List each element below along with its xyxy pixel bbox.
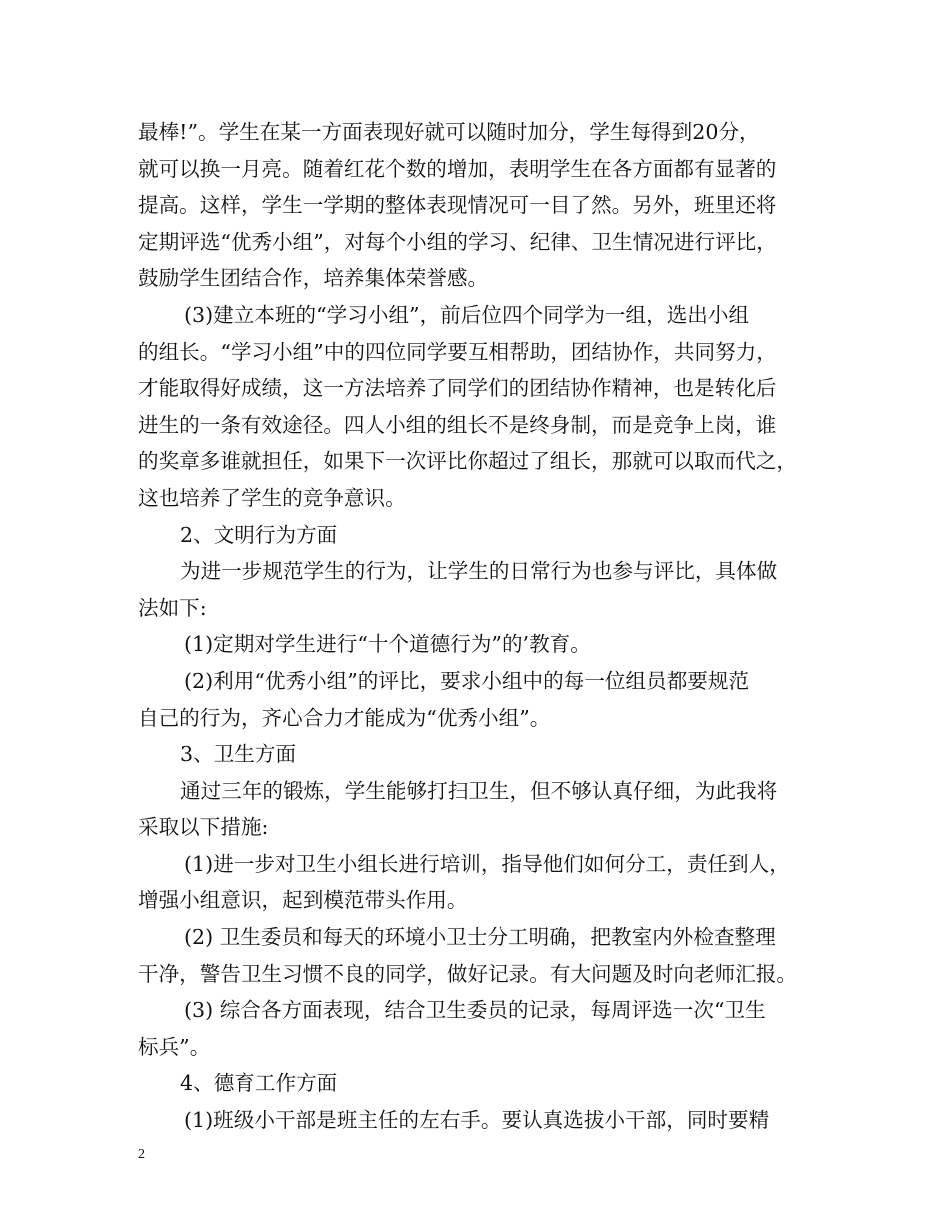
paragraph-first-line: 为进一步规范学生的行为，让学生的日常行为也参与评比，具体做 xyxy=(180,559,778,584)
text-line: 自己的行为，齐心合力才能成为“优秀小组”。 xyxy=(138,705,551,730)
text-line: 的奖章多谁就担任，如果下一次评比你超过了组长，那就可以取而代之， xyxy=(138,449,797,474)
text-line: 定期评选“优秀小组”，对每个小组的学习、纪律、卫生情况进行评比， xyxy=(138,229,777,254)
list-item-line: (2) 卫生委员和每天的环境小卫士分工明确，把教室内外检查整理 xyxy=(184,925,776,950)
list-item-line: (3) 综合各方面表现，结合卫生委员的记录，每周评选一次“卫生 xyxy=(184,998,766,1023)
text-line: 标兵”。 xyxy=(138,1034,211,1059)
text-line: 的组长。“学习小组”中的四位同学要互相帮助，团结协作，共同努力， xyxy=(138,339,777,364)
text-line: 采取以下措施: xyxy=(138,815,269,840)
section-heading: 2、文明行为方面 xyxy=(180,522,338,547)
text-line: 干净，警告卫生习惯不良的同学，做好记录。有大问题及时向老师汇报。 xyxy=(138,961,797,986)
text-line: 才能取得好成绩，这一方法培养了同学们的团结协作精神，也是转化后 xyxy=(138,376,777,401)
text-line: 增强小组意识，起到模范带头作用。 xyxy=(138,888,468,913)
text-line: 鼓励学生团结合作，培养集体荣誉感。 xyxy=(138,266,489,291)
text-line: 就可以换一月亮。随着红花个数的增加，表明学生在各方面都有显著的 xyxy=(138,156,777,181)
paragraph-first-line: 通过三年的锻炼，学生能够打扫卫生，但不够认真仔细，为此我将 xyxy=(180,778,778,803)
list-item-line: (2)利用“优秀小组”的评比，要求小组中的每一位组员都要规范 xyxy=(184,668,750,693)
text-line: 最棒!”。学生在某一方面表现好就可以随时加分，学生每得到20分， xyxy=(138,120,760,144)
page-number: 2 xyxy=(138,1147,145,1162)
section-heading: 4、德育工作方面 xyxy=(180,1071,338,1096)
text-line: 这也培养了学生的竞争意识。 xyxy=(138,485,406,510)
list-item-line: (3)建立本班的“学习小组”，前后位四个同学为一组，选出小组 xyxy=(184,302,750,327)
section-heading: 3、卫生方面 xyxy=(180,742,297,767)
list-item-line: (1)定期对学生进行“十个道德行为”的’教育。 xyxy=(184,632,591,657)
text-line: 进生的一条有效途径。四人小组的组长不是终身制，而是竞争上岗，谁 xyxy=(138,412,777,437)
list-item-line: (1)进一步对卫生小组长进行培训，指导他们如何分工，责任到人， xyxy=(184,851,790,876)
document-body xyxy=(138,114,838,1139)
text-line: 法如下: xyxy=(138,595,207,620)
list-item-line: (1)班级小干部是班主任的左右手。要认真选拔小干部，同时要精 xyxy=(184,1108,770,1133)
text-line: 提高。这样，学生一学期的整体表现情况可一目了然。另外，班里还将 xyxy=(138,193,777,218)
